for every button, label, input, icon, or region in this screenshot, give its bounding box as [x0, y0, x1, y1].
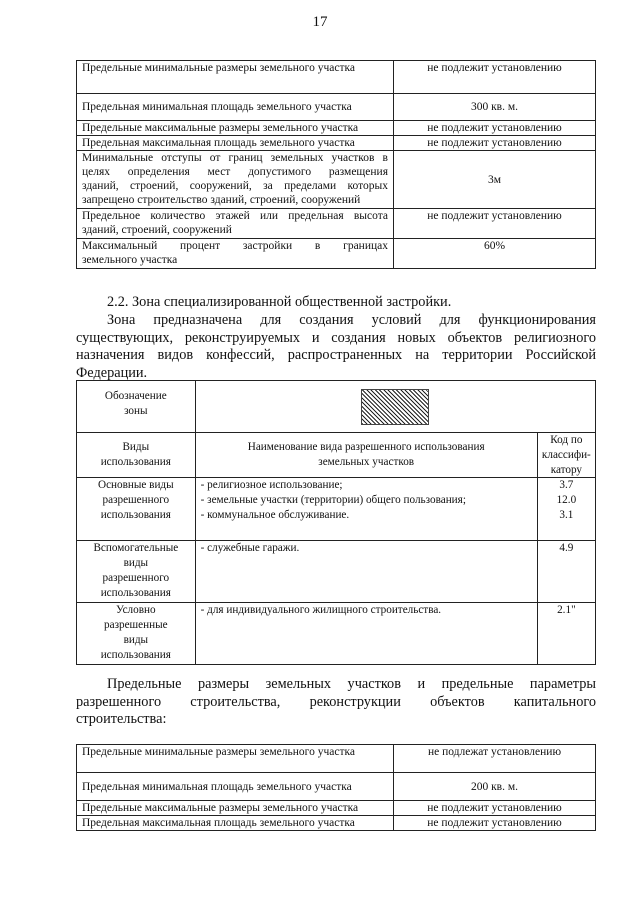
- table-row: [77, 801, 596, 816]
- use-type-line: Основные виды: [97, 479, 174, 492]
- table-cell-label: Предельные максимальные размеры земельного участка: [77, 121, 394, 136]
- paragraph-line: разрешенного строительства, реконструкции объектов капитального: [76, 693, 596, 710]
- table-cell-label: [77, 151, 394, 209]
- table-row: [77, 239, 596, 269]
- table-cell-value: 60%: [394, 239, 596, 269]
- table-cell-label: Предельная максимальная площадь земельного участка: [77, 816, 394, 831]
- label-line: запрещено строительство зданий, строений, сооружений: [82, 194, 361, 206]
- header-line: классифи-: [541, 448, 591, 461]
- page-number: 17: [312, 14, 328, 30]
- header-types-cell: [77, 433, 196, 478]
- section-paragraph: [76, 312, 596, 382]
- table-row: [77, 209, 596, 239]
- code-value: 3.7: [559, 479, 574, 492]
- table-row: [77, 151, 596, 209]
- table-cell-label: Предельные минимальные размеры земельного участка: [77, 61, 394, 94]
- use-items-cell: [195, 603, 537, 665]
- table-cell-value: не подлежит установлению: [394, 801, 596, 816]
- table-cell-value: не подлежит установлению: [394, 816, 596, 831]
- table-cell-label: Предельные минимальные размеры земельного участка: [77, 745, 394, 773]
- header-line: Наименование вида разрешенного использования: [247, 441, 485, 454]
- use-items-cell: [195, 541, 537, 603]
- label-line: Максимальный процент застройки в границах: [82, 240, 388, 252]
- use-type-cell: [77, 603, 196, 665]
- use-type-line: использования: [100, 508, 171, 521]
- paragraph-line: назначения видов конфессий, распространенных на территории Российской: [76, 347, 596, 363]
- label-line: зданий, строений, сооружений: [82, 224, 232, 236]
- use-items-cell: [195, 478, 537, 541]
- label-line: целях определения мест допустимого размещения: [82, 166, 388, 178]
- table-cell-label: [77, 239, 394, 269]
- table-cell-label: [77, 209, 394, 239]
- header-line: Виды: [122, 441, 150, 454]
- use-type-line: Вспомогательные: [93, 542, 179, 555]
- table-row: [77, 816, 596, 831]
- table-cell-value: не подлежит установлению: [394, 136, 596, 151]
- use-code-cell: [537, 603, 595, 665]
- table-row: [77, 603, 596, 665]
- table-cell-value: 300 кв. м.: [394, 94, 596, 121]
- list-item: - религиозное использование;: [200, 479, 343, 492]
- table-cell-label: Предельная максимальная площадь земельного участка: [77, 136, 394, 151]
- use-code-cell: [537, 478, 595, 541]
- use-type-line: разрешенные: [104, 619, 168, 632]
- table-row: [77, 773, 596, 801]
- header-line: использования: [100, 456, 171, 469]
- use-type-line: виды: [123, 633, 149, 646]
- table-cell-value: не подлежат установлению: [394, 745, 596, 773]
- table-row: [77, 94, 596, 121]
- header-code-cell: [537, 433, 595, 478]
- limits-paragraph: [76, 676, 596, 729]
- table-cell-value: не подлежит установлению: [394, 61, 596, 94]
- limits-table-1: [76, 60, 596, 269]
- use-type-line: использования: [100, 586, 171, 599]
- table-row: [77, 121, 596, 136]
- paragraph-line: Зона предназначена для создания условий для функционирования: [107, 312, 596, 328]
- use-type-line: использования: [100, 648, 171, 661]
- limits-table-2: [76, 744, 596, 831]
- paragraph-line: строительства:: [76, 711, 167, 727]
- use-code-cell: [537, 541, 595, 603]
- header-line: земельных участков: [318, 456, 415, 469]
- list-item: - для индивидуального жилищного строительства.: [200, 604, 442, 617]
- code-value: 3.1: [559, 508, 574, 521]
- zone-uses-table: [76, 380, 596, 665]
- zone-symbol-cell: [195, 381, 595, 433]
- table-row: [77, 381, 596, 433]
- label-line: зданий, строений, сооружений, за пределами которых: [82, 180, 388, 192]
- label-line: Минимальные отступы от границ земельных участков в: [82, 152, 388, 164]
- table-row: [77, 478, 596, 541]
- paragraph-line: существующих, реконструируемых и создания новых объектов религиозного: [76, 329, 596, 346]
- use-type-line: разрешенного: [102, 571, 170, 584]
- code-value: 2.1": [557, 604, 576, 617]
- table-cell-label: Предельные максимальные размеры земельного участка: [77, 801, 394, 816]
- use-type-line: Условно: [116, 604, 156, 617]
- zone-label-line: Обозначение: [104, 390, 167, 402]
- paragraph-line: Федерации.: [76, 364, 148, 381]
- table-row: [77, 61, 596, 94]
- zone-hatch-symbol: [361, 389, 429, 425]
- list-item: - служебные гаражи.: [200, 542, 300, 555]
- code-value: 12.0: [556, 494, 577, 507]
- header-line: Код по: [550, 434, 583, 446]
- table-row: [77, 433, 596, 478]
- table-cell-label: Предельная минимальная площадь земельного участка: [77, 94, 394, 121]
- table-cell-value: не подлежит установлению: [394, 209, 596, 239]
- list-item: - коммунальное обслуживание.: [200, 508, 350, 521]
- header-name-cell: [195, 433, 537, 478]
- use-type-line: виды: [123, 557, 149, 570]
- section-heading: 2.2. Зона специализированной общественной застройки.: [107, 294, 452, 310]
- table-row: [77, 745, 596, 773]
- table-row: [77, 541, 596, 603]
- table-cell-value: 200 кв. м.: [394, 773, 596, 801]
- code-value: 4.9: [559, 542, 574, 555]
- table-cell-value: 3м: [394, 151, 596, 209]
- paragraph-line: Предельные размеры земельных участков и предельные параметры: [107, 676, 596, 692]
- label-line: Предельное количество этажей или предельная высота: [82, 210, 388, 222]
- table-cell-value: не подлежит установлению: [394, 121, 596, 136]
- header-line: катору: [550, 463, 583, 476]
- list-item: - земельные участки (территории) общего пользования;: [200, 494, 466, 507]
- use-type-cell: [77, 541, 196, 603]
- table-cell-label: Предельная минимальная площадь земельного участка: [77, 773, 394, 801]
- label-line: земельного участка: [82, 254, 178, 266]
- zone-label-line: зоны: [124, 404, 148, 417]
- use-type-line: разрешенного: [102, 494, 170, 507]
- table-row: [77, 136, 596, 151]
- zone-label-cell: [77, 381, 196, 433]
- use-type-cell: [77, 478, 196, 541]
